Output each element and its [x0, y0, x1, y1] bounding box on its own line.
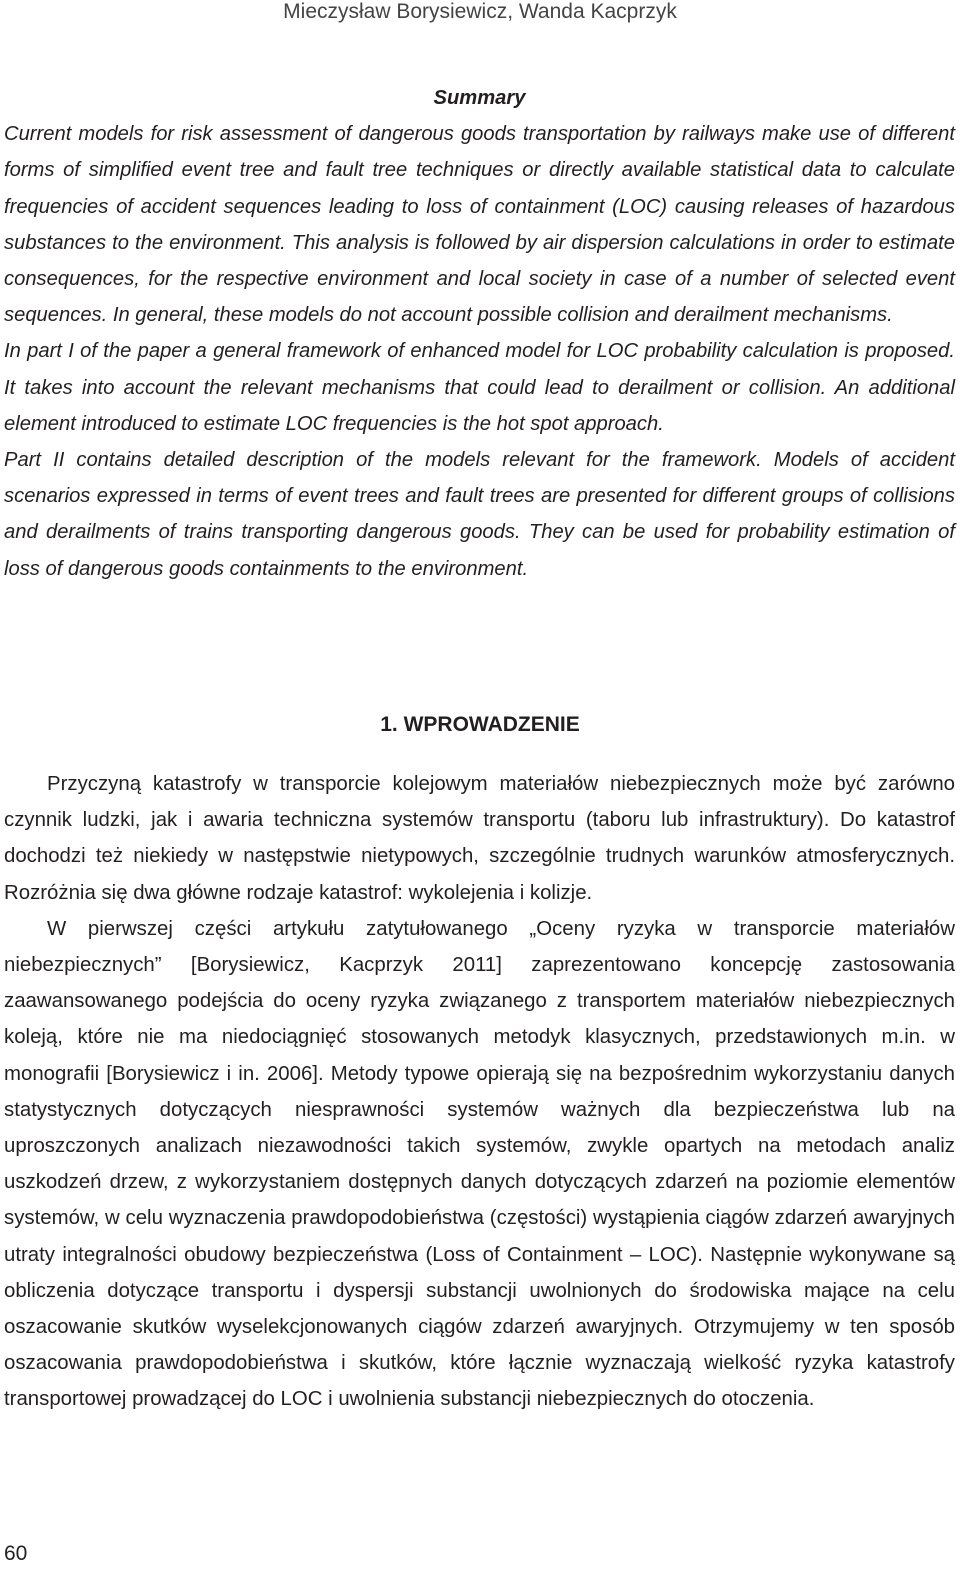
body-paragraph: W pierwszej części artykułu zatytułowanego „Oceny ryzyka w transporcie materiałów niebezpiecznych” [Borysiewicz, Kacprzyk 2011] zaprezentowano koncepcję zastosowania zaawansowanego podejścia do oceny ryzyka związanego z transportem materiałów niebezpiecznych koleją, które nie ma niedociągnięć stosowanych metodyk klasycznych, przedstawionych m.in. w monografii [Borysiewicz i in. 2006]. Metody typowe opierają się na bezpośrednim wykorzystaniu danych statystycznych dotyczących niesprawności systemów ważnych dla bezpieczeństwa lub na uproszczonych analizach niezawodności takich systemów, zwykle opartych na metodach analiz uszkodzeń drzew, z wykorzystaniem dostępnych danych dotyczących zdarzeń na poziomie elementów systemów, w celu wyznaczenia prawdopodobieństwa (częstości) wystąpienia ciągów zdarzeń awaryjnych utraty integralności obudowy bezpieczeństwa (Loss of Containment – LOC). Następnie wykonywane są obliczenia dotyczące transportu i dyspersji substancji uwolnionych do środowiska mające na celu oszacowanie skutków wyselekcjonowanych ciągów zdarzeń awaryjnych. Otrzymujemy w ten sposób oszacowania prawdopodobieństwa i skutków, które łącznie wyznaczają wielkość ryzyka katastrofy transportowej prowadzącej do LOC i uwolnienia substancji niebezpiecznych do otoczenia.: [4, 917, 955, 1411]
summary-title: Summary: [433, 87, 526, 109]
section-body: [4, 766, 955, 1418]
summary-block: [4, 80, 955, 587]
body-paragraph: Przyczyną katastrofy w transporcie kolejowym materiałów niebezpiecznych może być zarówno czynnik ludzki, jak i awaria techniczna systemów transportu (taboru lub infrastruktury). Do katastrof dochodzi też niekiedy w następstwie nietypowych, szczególnie trudnych warunków atmosferycznych. Rozróżnia się dwa główne rodzaje katastrof: wykolejenia i kolizje.: [4, 773, 955, 904]
section-heading: 1. WPROWADZENIE: [380, 713, 580, 736]
running-header: Mieczysław Borysiewicz, Wanda Kacprzyk: [283, 0, 677, 23]
page-number: 60: [4, 1542, 28, 1565]
summary-paragraph: In part I of the paper a general framework of enhanced model for LOC probability calculation is proposed. It takes into account the relevant mechanisms that could lead to derailment or collision. An additional element introduced to estimate LOC frequencies is the hot spot approach.: [4, 340, 955, 435]
summary-paragraph: Part II contains detailed description of the models relevant for the framework. Models of accident scenarios expressed in terms of event trees and fault trees are presented for different groups of collisions and derailments of trains transporting dangerous goods. They can be used for probability estimation of loss of dangerous goods containments to the environment.: [4, 449, 955, 580]
summary-paragraph: Current models for risk assessment of dangerous goods transportation by railways make use of different forms of simplified event tree and fault tree techniques or directly available statistical data to calculate frequencies of accident sequences leading to loss of containment (LOC) causing releases of hazardous substances to the environment. This analysis is followed by air dispersion calculations in order to estimate consequences, for the respective environment and local society in case of a number of selected event sequences. In general, these models do not account possible collision and derailment mechanisms.: [4, 123, 955, 327]
